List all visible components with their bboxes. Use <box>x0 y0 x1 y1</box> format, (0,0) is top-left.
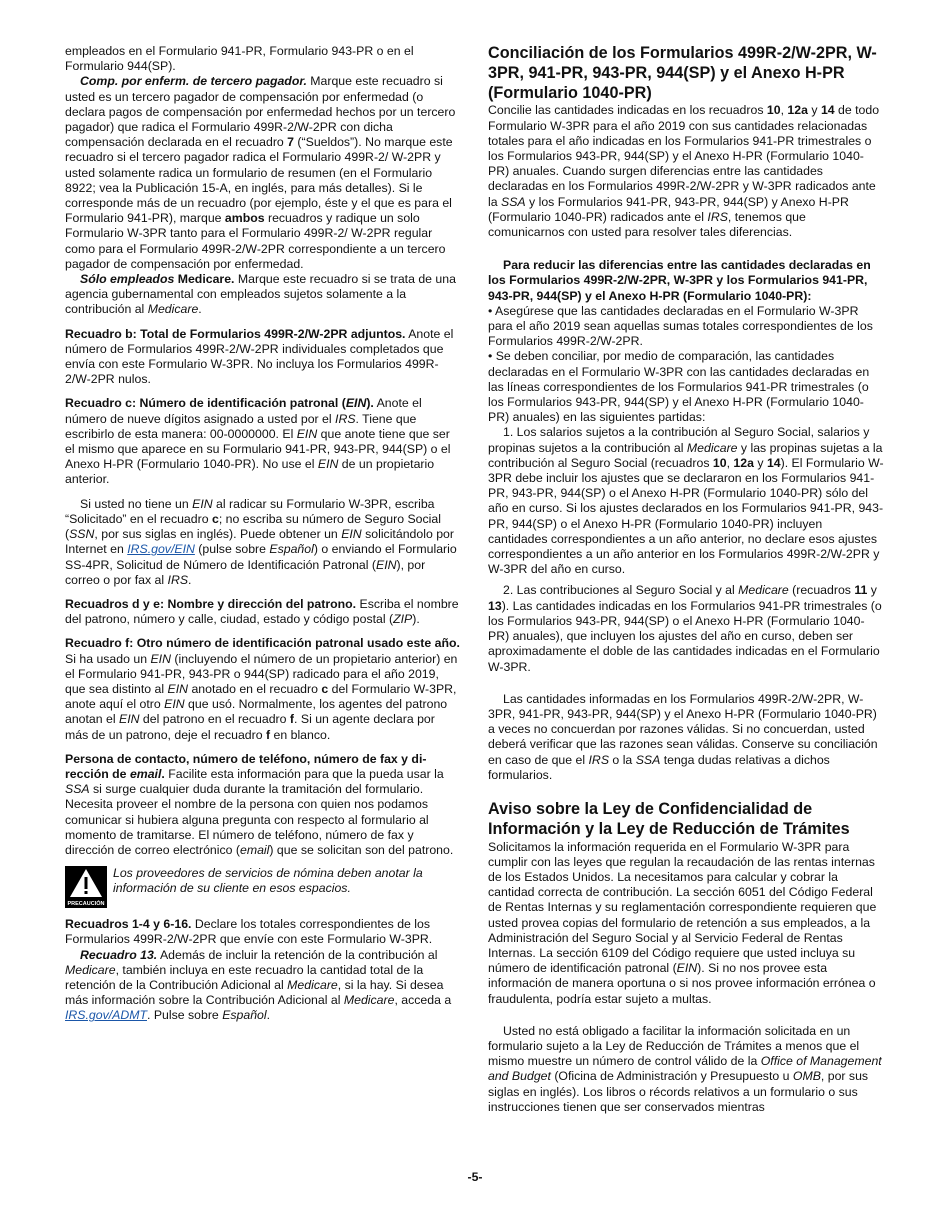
paragraph-box-c: Recuadro c: Número de identificación patronal (EIN). Anote el número de nueve dígitos asignado a usted por el IRS. Tiene que escribirlo de esta manera: 00-0000000. El EIN que anote tiene que ser el mismo que aparece en su Formulario 941-PR, 943-PR, 944(SP) o el Anexo H-PR (Formulario 1040-PR). No use el EIN de un propietario anterior. <box>65 396 451 487</box>
paragraph-medicare-only: Sólo empleados Medicare. Marque este recuadro si se trata de una agencia gubernamental con empleados sujetos solamente a la contribución al Medicare. <box>65 272 456 317</box>
left-column <box>65 44 461 1024</box>
page-number: -5- <box>467 1170 483 1184</box>
caution-icon <box>65 866 107 908</box>
bullet-totals: • Asegúrese que las cantidades declaradas en el Formulario W-3PR para el año 2019 sean aquellas sumas totales correspondientes de los Formularios 499R-2/W-2PR. <box>488 303 873 349</box>
heading-reconciliation: Conciliación de los Formularios 499R-2/W-2PR, W-3PR, 941-PR, 943-PR, 944(SP) y el Anexo H-PR (Formulario 1040-PR) <box>488 44 877 102</box>
heading-privacy-act: Aviso sobre la Ley de Confidencialidad de Información y la Ley de Reducción de Trámites <box>488 799 850 838</box>
paragraph-paperwork: Usted no está obligado a facilitar la información solicitada en un formulario sujeto a la Ley de Reducción de Trámites a menos que el mismo muestre un número de control válido de la Office of Management and Budget (Oficina de Administración y Presupuesto u OMB, por sus siglas en inglés). Los libros o récords relativos a un formulario o sus instrucciones tienen que ser conservados mientras <box>488 1023 882 1114</box>
paragraph-reduce-differences: Para reducir las diferencias entre las cantidades declaradas en los Formularios 499R-2/W-2PR, W-3PR y los Formularios 941-PR, 943-PR, 944(SP) y el Anexo H-PR (Formulario 1040-PR): <box>488 258 871 303</box>
paragraph-boxes-1-16: Recuadros 1-4 y 6-16. Declare los totales correspondientes de los Formularios 499R-2/W-2PR que envíe con este Formulario W-3PR. <box>65 917 433 947</box>
paragraph-third-party-sick-pay: Comp. por enferm. de tercero pagador. Marque este recuadro si usted es un tercero pagador de compensación por enfermedad (o declara pagos de compensación por enfermedad hechos por un tercero pagador) que radica el Formulario 499R-2/W-2PR con dicha compensación declarada en el recuadro 7 (“Sueldos”). No marque este recuadro si el tercero pagador radica el Formulario 499R-2/ W-2PR y usted solamente radica un formulario de resumen (en el Formulario 8922; vea la Publicación 15-A, en inglés, para más detalles). Si le corresponde más de un recuadro (por ejemplo, éste y el que es para el Formulario 941-PR), marque ambos recuadros y radique un solo Formulario W-3PR tanto para el Formulario 499R-2/ W-2PR regular como para el Formulario 499R-2/W-2PR correspondiente a un tercero pagador de compensación por enfermedad. <box>65 74 456 271</box>
paragraph-box-13: Recuadro 13. Además de incluir la retención de la contribución al Medicare, también incluya en este recuadro la cantidad total de la retención de la Contribución Adicional al Medicare, si la hay. Si desea más información sobre la Contribución Adicional al Medicare, acceda a IRS.gov/ADMT. Pulse sobre Español. <box>65 947 452 1023</box>
caution-label: PRECAUCIÓN <box>67 901 105 908</box>
paragraph-box-d-e: Recuadros d y e: Nombre y dirección del patrono. Escriba el nombre del patrono, número y calle, ciudad, estado y código postal (ZIP). <box>65 596 459 627</box>
caution-note <box>65 866 461 908</box>
paragraph-form-944sp: empleados en el Formulario 941-PR, Formulario 943-PR o en el Formulario 944(SP). <box>65 44 414 74</box>
item-1-wages: 1. Los salarios sujetos a la contribución al Seguro Social, salarios y propinas sujetos a la contribución al Medicare y las propinas sujetas a la contribución al Seguro Social (recuadros 10, 12a y 14). El Formulario W-3PR debe incluir los ajustes que se declararon en los Formularios 941-PR, 943-PR, 944(SP) o el Anexo H-PR (Formulario 1040-PR) sólo del año en curso. Si los ajustes declarados en los Formularios 941-PR, 943-PR, 944(SP) o el Anexo H-PR (Formulario 1040-PR) incluyen cantidades correspondientes a un año anterior, no declare esos ajustes correspondientes a un año anterior en los Formularios 499R-2/W-2PR y W-3PR del año en curso. <box>488 425 884 577</box>
item-2-contributions: 2. Las contribuciones al Seguro Social y al Medicare (recuadros 11 y 13). Las cantidades indicadas en los Formularios 941-PR trimestrales (o los Formularios 943-PR, 944(SP) o el Anexo H-PR (Formulario 1040-PR) anuales), que incluyen los ajustes del año en curso, deben ser aproximadamente el doble de las cantidades indicadas en el Formulario W-3PR. <box>488 583 882 674</box>
paragraph-contact-person: Persona de contacto, número de teléfono, número de fax y di- rección de email. Facilite esta información para que la pueda usar la SSA si surge cualquier duda durante la tramitación del formulario. Necesita proveer el nombre de la persona con quien nos podamos comunicar si hubiera alguna pregunta con respecto al formulario al momento de tramitarse. El número de teléfono, número de fax y dirección de correo electrónico (email) que se solicitan son del patrono. <box>65 751 454 857</box>
right-column <box>488 44 884 1115</box>
paragraph-reconcile-intro: Concilie las cantidades indicadas en los recuadros 10, 12a y 14 de todo Formulario W-3PR para el año 2019 con sus cantidades relacionadas totales para el año indicadas en los Formularios 941-PR trimestrales o los Formularios 943-PR, 944(SP) y el Anexo H-PR (Formulario 1040-PR) anuales. Cuando surgen diferencias entre las cantidades declaradas en los Formularios 499R-2/W-2PR y W-3PR radicados ante la SSA y los Formularios 941-PR, 943-PR, 944(SP) y Anexo H-PR (Formulario 1040-PR) radicados ante el IRS, tenemos que comunicarnos con usted para resolver tales diferencias. <box>488 103 880 240</box>
caution-text: Los proveedores de servicios de nómina deben anotar la información de su cliente en esos espacios. <box>113 866 423 896</box>
bullet-reconcile: • Se deben conciliar, por medio de comparación, las cantidades declaradas en el Formulario W-3PR con las cantidades declaradas en las líneas correspondientes de los Formularios 941-PR trimestrales (o los Formularios 943-PR, 944(SP) y el Anexo H-PR (Formulario 1040-PR) anuales) en las siguientes partidas: <box>488 349 870 425</box>
irs-admt-link[interactable]: IRS.gov/ADMT <box>65 1008 147 1023</box>
irs-ein-link[interactable]: IRS.gov/EIN <box>127 542 195 557</box>
paragraph-valid-reasons: Las cantidades informadas en los Formularios 499R-2/W-2PR, W-3PR, 941-PR, 943-PR, 944(SP) y el Anexo H-PR (Formulario 1040-PR) a veces no concuerdan por razones válidas. Si no concuerdan, usted deberá verificar que las razones sean válidas. Conserve su conciliación en caso de que el IRS o la SSA tenga dudas relativas a dichos formularios. <box>488 691 878 782</box>
paragraph-box-f: Recuadro f: Otro número de identificación patronal usado este año. Si ha usado un EIN (incluyendo el número de un propietario anterior) en el Formulario 941-PR, 943-PR o 944(SP) radicado para el año 2019, que sea distinto al EIN anotado en el recuadro c del Formulario W-3PR, anote aquí el otro EIN que usó. Normalmente, los agentes del patrono anotan el EIN del patrono en el recuadro f. Si un agente declara por más de un patrono, deje el recuadro f en blanco. <box>65 636 460 742</box>
paragraph-box-b: Recuadro b: Total de Formularios 499R-2/W-2PR adjuntos. Anote el número de Formularios 499R-2/W-2PR individuales completados que envía con este Formulario W-3PR. No incluya los Formularios 499R-2/W-2PR nulos. <box>65 326 454 387</box>
paragraph-no-ein: Si usted no tiene un EIN al radicar su Formulario W-3PR, escriba “Solicitado” en el recuadro c; no escriba su número de Seguro Social (SSN, por sus siglas en inglés). Puede obtener un EIN solicitándolo por Internet en IRS.gov/EIN (pulse sobre Español) o enviando el Formulario SS-4PR, Solicitud de Número de Identificación Patronal (EIN), por correo o por fax al IRS. <box>65 496 457 587</box>
paragraph-privacy-info: Solicitamos la información requerida en el Formulario W-3PR para cumplir con las leyes que regulan la recaudación de las rentas internas de los Estados Unidos. La necesitamos para calcular y cobrar la cantidad correcta de contribución. La sección 6051 del Código Federal de Rentas Internas y su reglamentación correspondiente requieren que usted provea copias del formulario de retención a sus empleados, a la Administración del Seguro Social y al Servicio Federal de Rentas Internas. La sección 6109 del Código requiere que usted incluya su número de identificación patronal (EIN). Si no nos provee esta información de manera oportuna o si nos provee información errónea o fraudulenta, podría estar sujeto a multas. <box>488 839 877 1006</box>
